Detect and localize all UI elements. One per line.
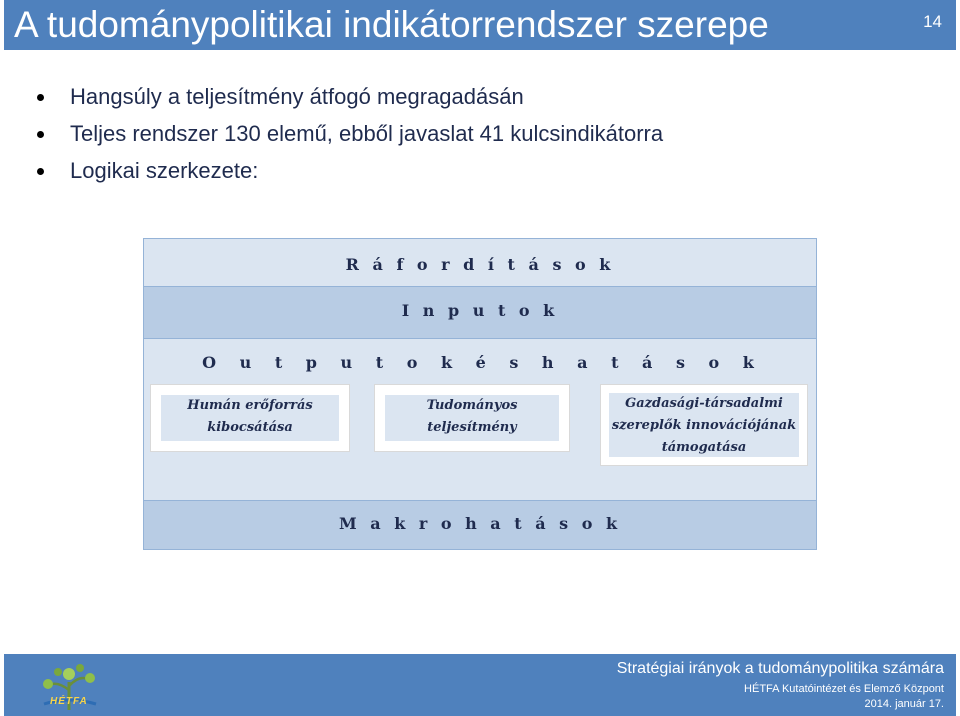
band-outputok-label: O u t p u t o k é s h a t á s o k bbox=[202, 353, 758, 372]
output-box-human bbox=[150, 384, 350, 452]
box-line: Gazdasági-társadalmi bbox=[625, 396, 783, 411]
box-line: teljesítmény bbox=[427, 420, 517, 435]
bullet-text: Teljes rendszer 130 elemű, ebből javaslat 41 kulcsindikátorra bbox=[70, 121, 664, 146]
bullet-text: Logikai szerkezete: bbox=[70, 158, 259, 183]
slide-title: A tudománypolitikai indikátorrendszer szerepe bbox=[14, 4, 769, 45]
title-bar bbox=[4, 0, 956, 50]
output-box-innovation bbox=[600, 384, 808, 466]
output-box-science bbox=[374, 384, 570, 452]
output-box-innovation-text bbox=[609, 393, 799, 457]
box-line: Tudományos bbox=[426, 398, 518, 413]
bullet-dot-icon bbox=[37, 168, 44, 175]
box-line: szereplők innovációjának bbox=[611, 418, 797, 433]
band-rafordítások: R á f o r d í t á s o k bbox=[144, 239, 816, 287]
output-box-human-text bbox=[161, 395, 339, 441]
box-line: kibocsátása bbox=[207, 420, 293, 435]
footer-organization: HÉTFA Kutatóintézet és Elemző Központ bbox=[744, 683, 944, 695]
footer-bar bbox=[4, 654, 956, 716]
bullet-dot-icon bbox=[37, 131, 44, 138]
bullet-list bbox=[36, 84, 663, 195]
bullet-text: Hangsúly a teljesítmény átfogó megragadásán bbox=[70, 84, 524, 109]
bullet-item bbox=[36, 84, 663, 121]
box-line: Humán erőforrás bbox=[187, 398, 313, 413]
slide-number: 14 bbox=[923, 12, 942, 31]
bullet-item bbox=[36, 158, 663, 195]
box-line: támogatása bbox=[661, 440, 747, 455]
logic-diagram bbox=[143, 238, 817, 550]
output-box-science-text bbox=[385, 395, 559, 441]
bullet-item bbox=[36, 121, 663, 158]
footer-date: 2014. január 17. bbox=[864, 698, 944, 710]
logo-text: HÉTFA bbox=[50, 696, 88, 707]
band-inputok: I n p u t o k bbox=[144, 287, 816, 339]
bullet-dot-icon bbox=[37, 94, 44, 101]
footer-title: Stratégiai irányok a tudománypolitika számára bbox=[616, 660, 944, 677]
band-makrohatások: M a k r o h a t á s o k bbox=[144, 501, 816, 549]
